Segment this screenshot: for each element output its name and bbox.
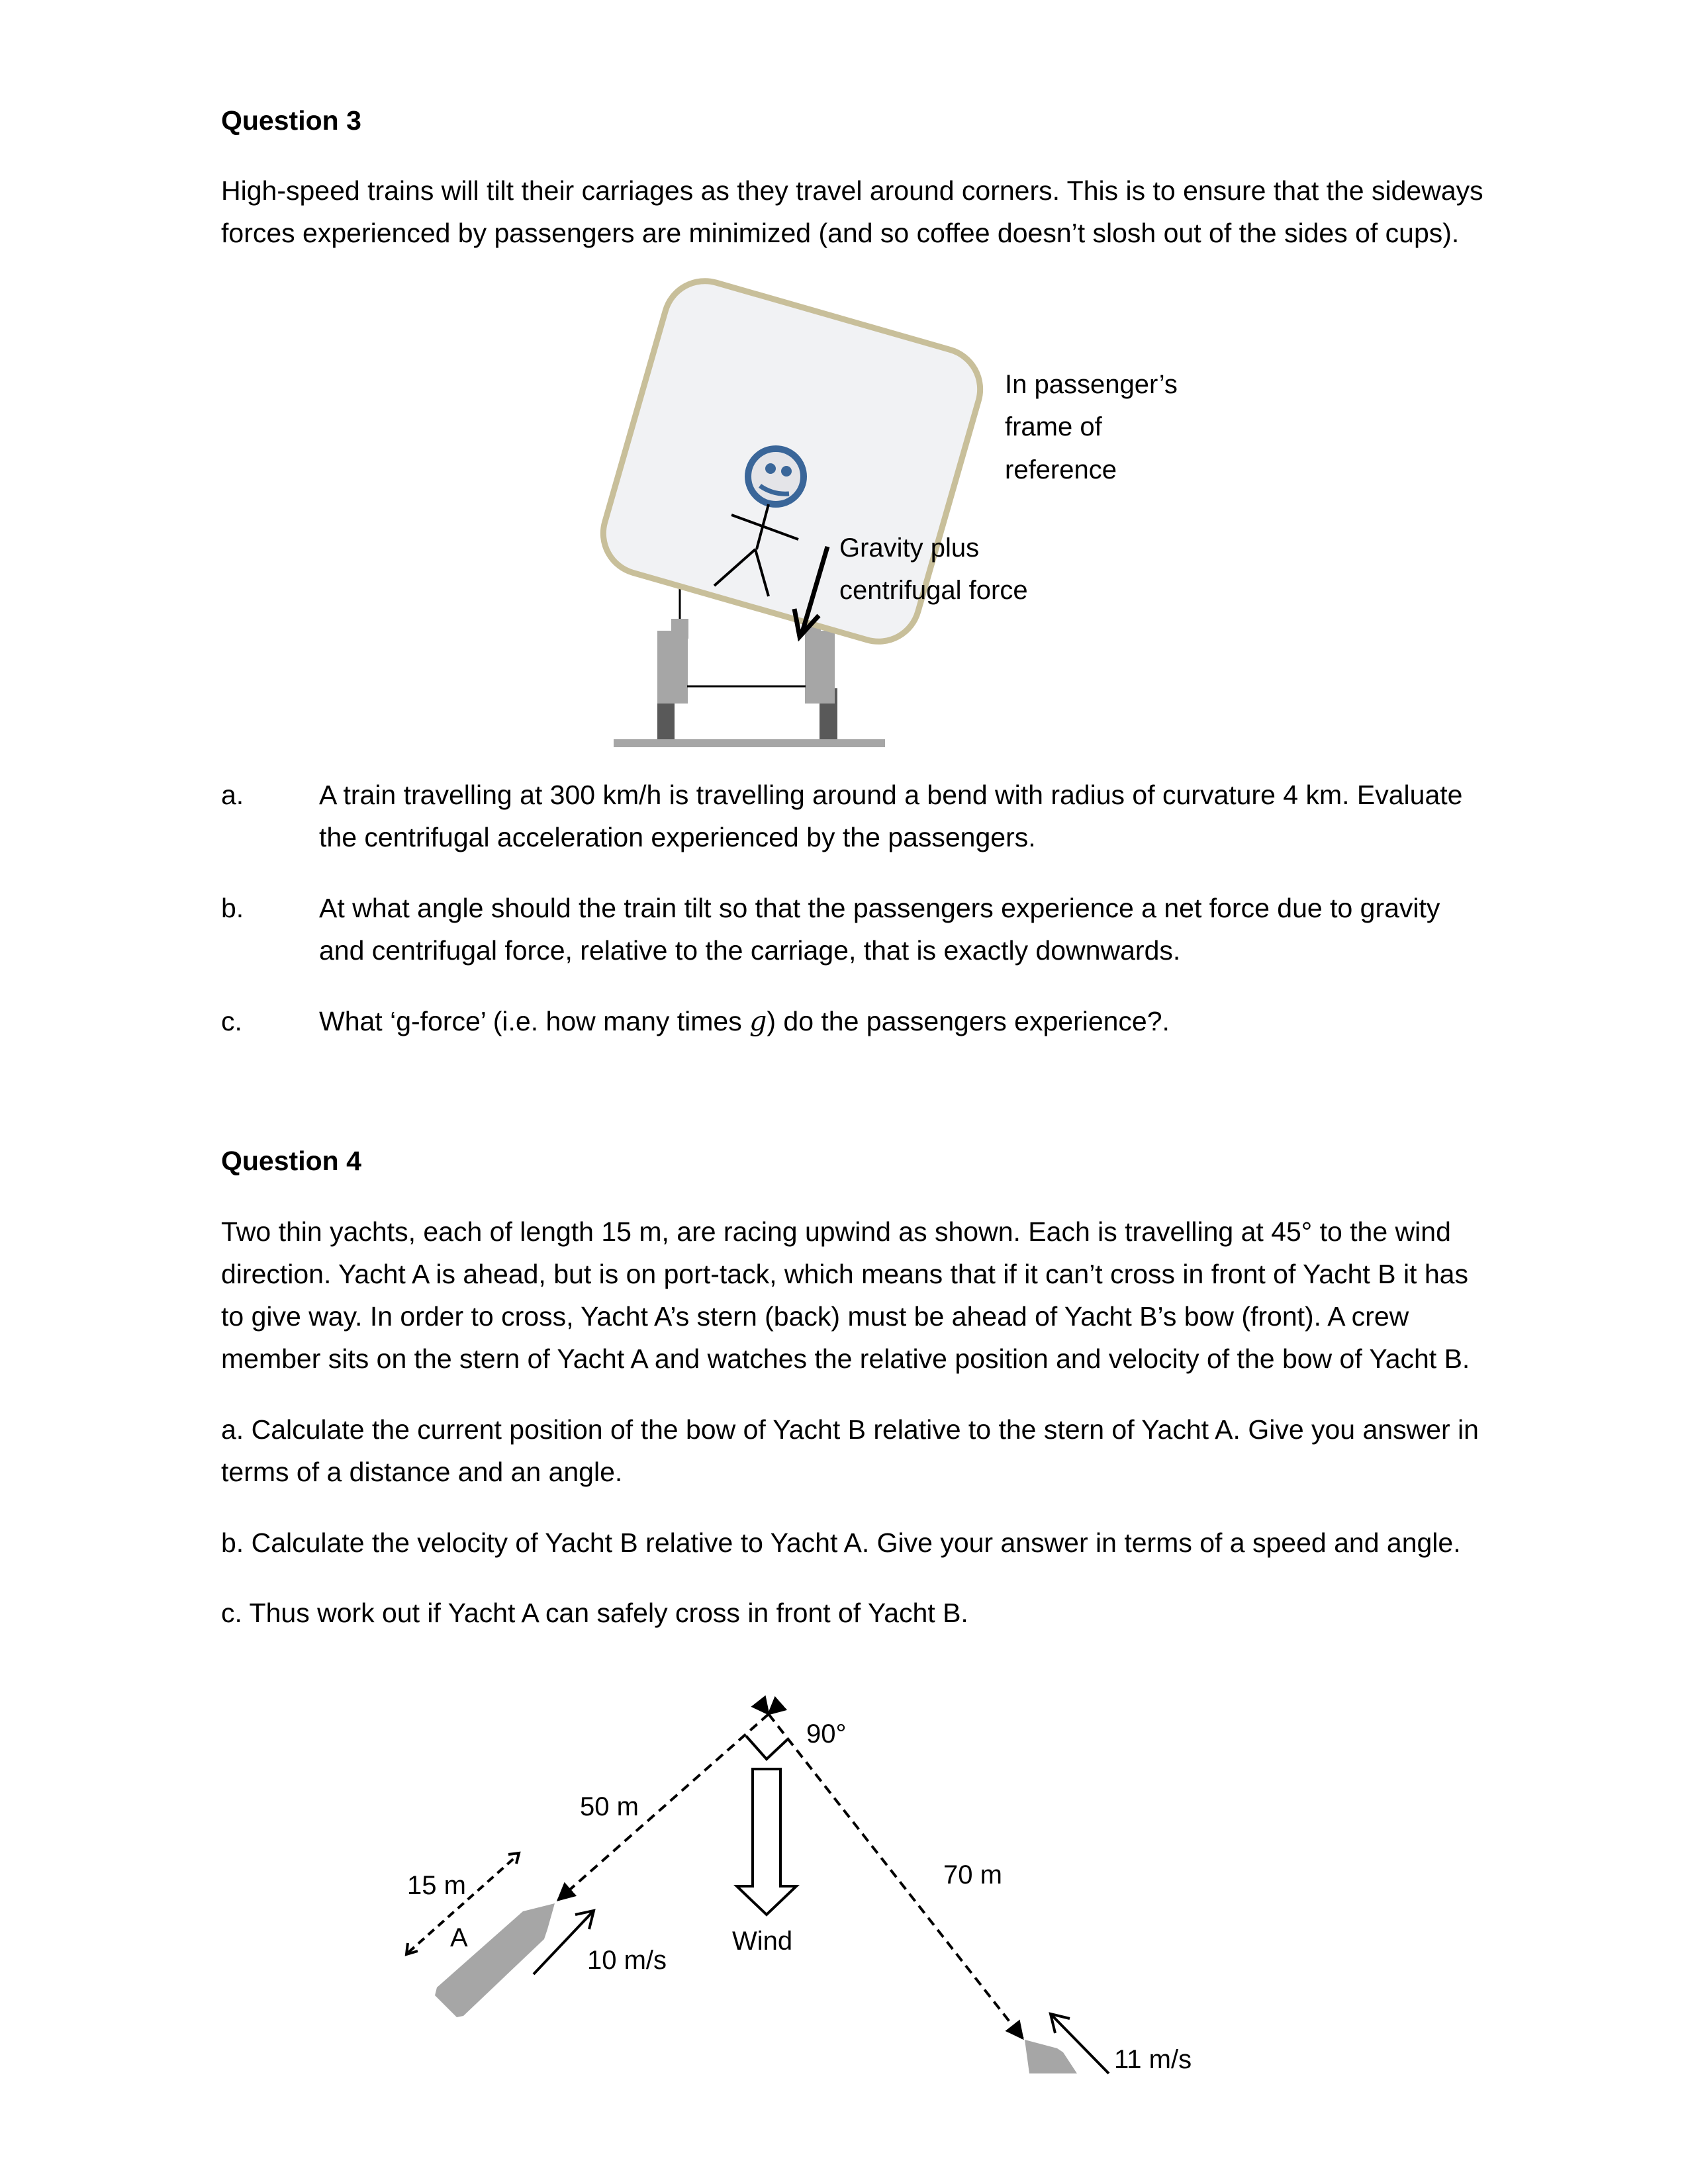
yacht-a-label: A	[450, 1923, 468, 1952]
q3-part-b-line-1: At what angle should the train tilt so that the passengers experience a net force due to gravity	[319, 893, 1440, 923]
right-angle-marker	[746, 1736, 788, 1759]
force-label-line-1: Gravity plus	[839, 533, 980, 563]
q4-part-b-line-1: b. Calculate the velocity of Yacht B relative to Yacht A. Give your answer in terms of a speed and angle.	[221, 1527, 1461, 1558]
g-symbol: g	[749, 1005, 767, 1037]
length-15m-label: 15 m	[407, 1871, 466, 1900]
question-3-heading: Question 3	[221, 105, 361, 136]
q4-intro-line-3: to give way. In order to cross, Yacht A’s stern (back) must be ahead of Yacht B’s bow (front). A crew	[221, 1301, 1409, 1332]
q4-part-a-line-2: terms of a distance and an angle.	[221, 1457, 623, 1487]
q3-part-c-text-after: ) do the passengers experience?.	[767, 1006, 1170, 1036]
q3-part-b-line-2: and centrifugal force, relative to the carriage, that is exactly downwards.	[319, 935, 1181, 966]
frame-label-line-1: In passenger’s	[1005, 370, 1178, 399]
speed-a-label: 10 m/s	[587, 1946, 667, 1975]
q3-intro-line-1: High-speed trains will tilt their carriages as they travel around corners. This is to ensure that the sideways	[221, 175, 1483, 206]
angle-90-label: 90°	[806, 1719, 847, 1749]
force-label-line-2: centrifugal force	[839, 576, 1028, 605]
question-4-heading: Question 4	[221, 1146, 361, 1176]
q4-intro-line-1: Two thin yachts, each of length 15 m, are racing upwind as shown. Each is travelling at 45° to the wind	[221, 1216, 1451, 1247]
q3-part-c-text-before: What ‘g-force’ (i.e. how many times	[319, 1006, 750, 1036]
q4-intro-line-2: direction. Yacht A is ahead, but is on port-tack, which means that if it can’t cross in front of Yacht B it has	[221, 1259, 1468, 1289]
q3-intro-line-2: forces experienced by passengers are minimized (and so coffee doesn’t slosh out of the sides of cups).	[221, 218, 1460, 248]
q3-part-b-label: b.	[221, 893, 244, 923]
speed-b-label: 11 m/s	[1114, 2045, 1192, 2074]
q3-part-a-line-1: A train travelling at 300 km/h is travelling around a bend with radius of curvature 4 km. Evaluate	[319, 780, 1463, 810]
frame-label-line-2: frame of	[1005, 412, 1102, 441]
q3-part-a-line-2: the centrifugal acceleration experienced by the passengers.	[319, 822, 1036, 852]
q4-intro-line-4: member sits on the stern of Yacht A and watches the relative position and velocity of the bow of Yacht B.	[221, 1343, 1470, 1374]
q3-part-a-label: a.	[221, 780, 244, 810]
frame-label-line-3: reference	[1005, 455, 1117, 484]
distance-70m-label: 70 m	[943, 1860, 1002, 1889]
wind-arrow-icon	[737, 1769, 796, 1915]
q3-part-c-label: c.	[221, 1006, 242, 1036]
yacht-a-hull	[435, 1903, 555, 2017]
q4-part-c-line-1: c. Thus work out if Yacht A can safely cross in front of Yacht B.	[221, 1598, 968, 1628]
yacht-b-hull	[1025, 2040, 1077, 2073]
q4-part-a-line-1: a. Calculate the current position of the bow of Yacht B relative to the stern of Yacht A. Give you answer in	[221, 1414, 1479, 1445]
wind-label: Wind	[732, 1927, 793, 1956]
distance-50m-label: 50 m	[580, 1792, 639, 1821]
